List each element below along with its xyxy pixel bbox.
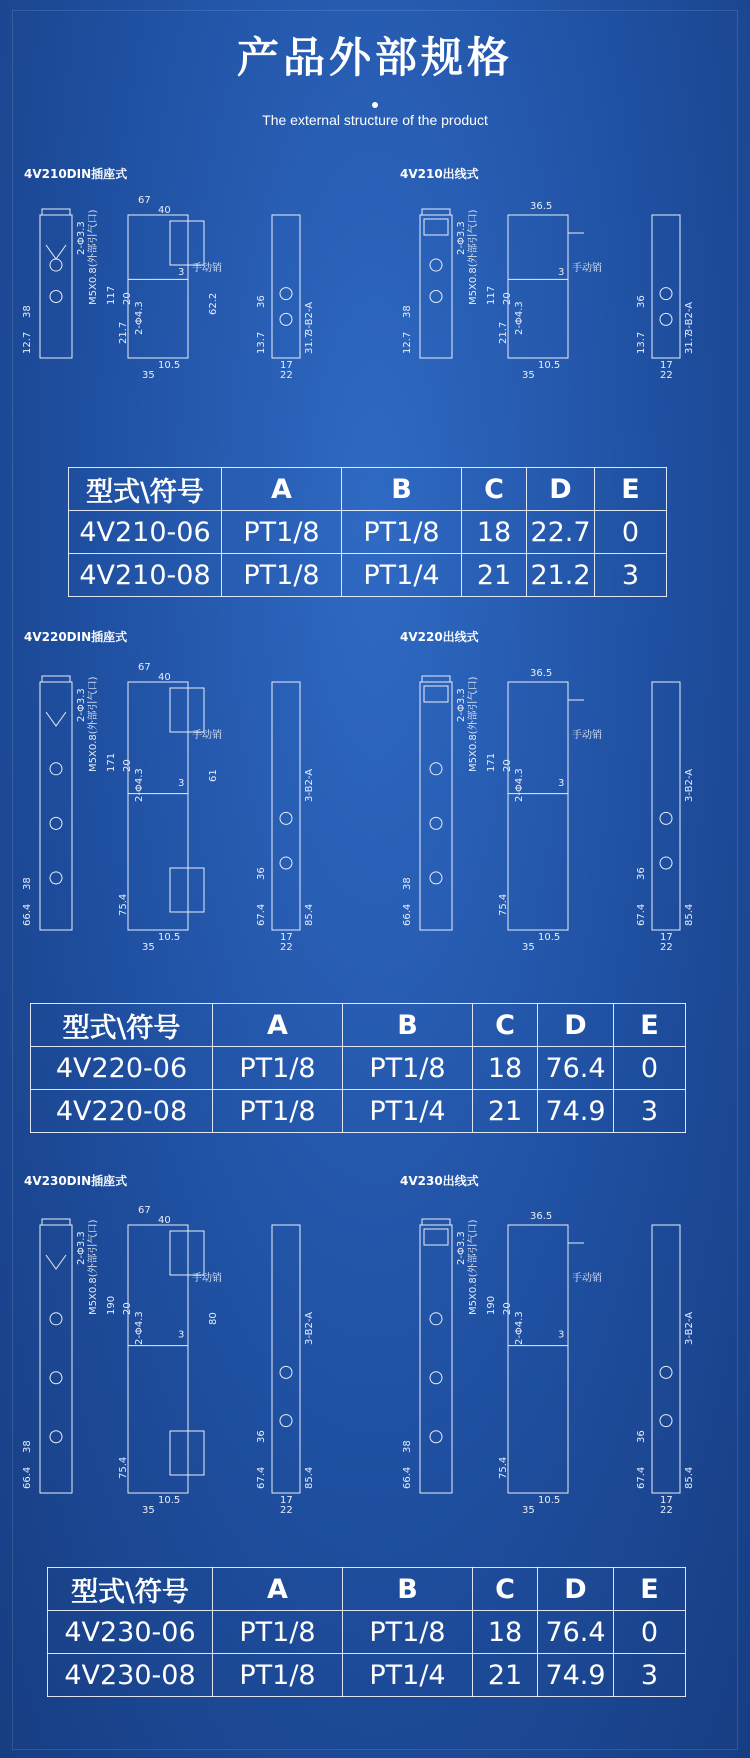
din-plug-lower	[170, 868, 204, 912]
dim-end-lower: 13.7	[256, 331, 267, 354]
table-cell: 0	[614, 1047, 686, 1090]
side-body	[420, 682, 452, 930]
dim-hole: 2-Φ3.3	[76, 1231, 87, 1265]
wire-variant-label: 4V230出线式	[400, 1174, 479, 1188]
side-port	[50, 763, 62, 775]
table-cell: 21.2	[527, 554, 595, 597]
port-3-label: 3	[558, 267, 565, 279]
port-3-label: 3	[558, 778, 565, 790]
dim-10-5: 10.5	[158, 932, 181, 943]
dim-35: 35	[142, 942, 155, 952]
side-cap	[422, 1219, 450, 1225]
table-row	[31, 1090, 686, 1133]
side-cap	[42, 1219, 70, 1225]
din-variant-label: 4V220DIN插座式	[24, 630, 128, 644]
din-plug	[170, 221, 204, 265]
dimension-drawing	[10, 185, 740, 380]
dim-35: 35	[142, 1505, 155, 1515]
table-cell: 76.4	[538, 1047, 614, 1090]
dim-17: 17	[660, 360, 673, 371]
table-cell: 4V220-06	[31, 1047, 213, 1090]
din-plug-lower	[170, 1431, 204, 1475]
table-cell: 21	[473, 1090, 538, 1133]
spec-table	[68, 467, 667, 597]
dim-38: 38	[402, 1440, 413, 1453]
dim-20: 20	[502, 292, 513, 305]
coil-window	[424, 686, 448, 702]
end-body	[652, 682, 680, 930]
dim-mid-height: 80	[208, 1312, 219, 1325]
table-cell: 3	[614, 1090, 686, 1133]
table-row	[48, 1654, 686, 1697]
table-header-cell: 型式\符号	[31, 1004, 213, 1047]
table-cell: 4V220-08	[31, 1090, 213, 1133]
table-header-cell: A	[213, 1568, 343, 1611]
table-header-cell: A	[213, 1004, 343, 1047]
dim-17: 17	[280, 360, 293, 371]
side-port	[430, 817, 442, 829]
dim-35: 35	[522, 370, 535, 380]
side-port	[430, 872, 442, 884]
spec-table	[47, 1567, 686, 1697]
dim-end-lower: 67.4	[256, 903, 267, 926]
table-cell: PT1/8	[213, 1611, 343, 1654]
dim-22: 22	[660, 370, 673, 380]
table-cell: 22.7	[527, 511, 595, 554]
dim-total-height: 190	[106, 1295, 117, 1315]
dim-port-thread: 3-B2-A	[684, 301, 695, 335]
din-symbol	[46, 1255, 66, 1269]
table-cell: 4V230-06	[48, 1611, 213, 1654]
table-cell: 74.9	[538, 1654, 614, 1697]
dim-total-height: 190	[486, 1295, 497, 1315]
dim-lower: 75.4	[498, 893, 509, 916]
dim-port-thread: 3-B2-A	[684, 768, 695, 802]
dim-38: 38	[402, 877, 413, 890]
dim-20: 20	[122, 1302, 133, 1315]
dim-22: 22	[280, 942, 293, 952]
dim-hole: 2-Φ3.3	[456, 688, 467, 722]
dim-end-side: 85.4	[684, 1466, 695, 1489]
dim-m5-port: M5X0.8(外部引气口)	[88, 1219, 99, 1315]
table-cell: 18	[462, 511, 527, 554]
side-port	[50, 291, 62, 303]
table-cell: PT1/8	[222, 554, 342, 597]
dim-hole: 2-Φ3.3	[456, 1231, 467, 1265]
din-variant-label: 4V230DIN插座式	[24, 1174, 128, 1188]
manual-pin-label: 手动销	[192, 263, 222, 274]
side-cap	[42, 209, 70, 215]
dim-22: 22	[660, 942, 673, 952]
coil-window	[424, 1229, 448, 1245]
din-symbol	[46, 712, 66, 726]
dim-m5-port: M5X0.8(外部引气口)	[468, 1219, 479, 1315]
dim-36-5: 36.5	[530, 668, 553, 679]
din-valve-drawing	[22, 662, 315, 952]
table-cell: PT1/8	[213, 1047, 343, 1090]
manual-pin-label: 手动销	[572, 1273, 602, 1284]
din-valve-drawing	[22, 195, 315, 380]
din-plug	[170, 1231, 204, 1275]
dim-40: 40	[158, 205, 171, 216]
end-port	[280, 288, 292, 300]
dim-m5-port: M5X0.8(外部引气口)	[88, 676, 99, 772]
dim-20: 20	[502, 759, 513, 772]
dim-mount-holes: 2-Φ4.3	[514, 301, 525, 335]
dim-36: 36	[256, 295, 267, 308]
table-header-cell: B	[343, 1004, 473, 1047]
table-header-row	[69, 468, 667, 511]
table-cell: 76.4	[538, 1611, 614, 1654]
side-port	[430, 763, 442, 775]
wire-valve-drawing	[402, 1211, 695, 1515]
dim-end-lower: 13.7	[636, 331, 647, 354]
dim-lower: 75.4	[118, 1456, 129, 1479]
spec-table	[30, 1003, 686, 1133]
table-cell: 4V230-08	[48, 1654, 213, 1697]
front-body	[128, 215, 188, 358]
table-cell: 0	[595, 511, 667, 554]
dim-total-height: 117	[106, 285, 117, 305]
end-port	[280, 1366, 292, 1378]
dimension-drawing	[10, 1195, 740, 1515]
table-header-row	[48, 1568, 686, 1611]
end-body	[272, 215, 300, 358]
dim-end-lower: 67.4	[256, 1466, 267, 1489]
table-cell: 0	[614, 1611, 686, 1654]
dim-mount-holes: 2-Φ4.3	[134, 768, 145, 802]
table-header-cell: E	[614, 1004, 686, 1047]
din-plug	[170, 688, 204, 732]
side-body	[420, 215, 452, 358]
dim-17: 17	[280, 1495, 293, 1506]
dim-10-5: 10.5	[538, 1495, 561, 1506]
dim-35: 35	[522, 942, 535, 952]
dim-40: 40	[158, 1215, 171, 1226]
table-cell: PT1/8	[213, 1654, 343, 1697]
dim-36: 36	[256, 867, 267, 880]
dim-38: 38	[22, 877, 33, 890]
dim-12-7: 66.4	[22, 1466, 33, 1489]
side-body	[40, 1225, 72, 1493]
wire-variant-label: 4V220出线式	[400, 630, 479, 644]
dim-20: 20	[502, 1302, 513, 1315]
dim-mount-holes: 2-Φ4.3	[134, 1311, 145, 1345]
end-port	[280, 857, 292, 869]
din-symbol	[46, 245, 66, 259]
manual-pin-label: 手动销	[572, 730, 602, 741]
dim-12-7: 66.4	[402, 1466, 413, 1489]
end-port	[280, 812, 292, 824]
dim-end-lower: 67.4	[636, 903, 647, 926]
side-port	[430, 291, 442, 303]
front-body	[508, 682, 568, 930]
dim-end-side: 85.4	[304, 1466, 315, 1489]
page-subtitle: The external structure of the product	[262, 112, 488, 128]
table-cell: PT1/8	[222, 511, 342, 554]
dim-mount-holes: 2-Φ4.3	[514, 768, 525, 802]
manual-pin-label: 手动销	[192, 730, 222, 741]
dim-lower: 75.4	[118, 893, 129, 916]
port-3-label: 3	[558, 1329, 565, 1341]
coil-window	[424, 219, 448, 235]
table-cell: 21	[473, 1654, 538, 1697]
wire-variant-label: 4V210出线式	[400, 167, 479, 181]
side-port	[430, 259, 442, 271]
dim-mount-holes: 2-Φ4.3	[514, 1311, 525, 1345]
dim-38: 38	[22, 1440, 33, 1453]
end-body	[272, 682, 300, 930]
table-header-cell: D	[538, 1568, 614, 1611]
table-cell: 3	[595, 554, 667, 597]
side-cap	[42, 676, 70, 682]
table-header-cell: D	[538, 1004, 614, 1047]
table-row	[48, 1611, 686, 1654]
dim-36: 36	[636, 295, 647, 308]
dim-36: 36	[636, 867, 647, 880]
side-port	[430, 1313, 442, 1325]
table-cell: PT1/8	[343, 1047, 473, 1090]
dim-12-7: 12.7	[402, 331, 413, 354]
dim-port-thread: 3-B2-A	[304, 768, 315, 802]
dim-end-side: 31.7	[304, 331, 315, 354]
dim-total-height: 171	[106, 752, 117, 772]
dim-36-5: 36.5	[530, 1211, 553, 1222]
dim-36: 36	[256, 1430, 267, 1443]
end-port	[660, 313, 672, 325]
table-cell: PT1/8	[213, 1090, 343, 1133]
end-port	[660, 288, 672, 300]
end-port	[660, 1415, 672, 1427]
table-cell: PT1/8	[342, 511, 462, 554]
port-3-label: 3	[178, 1329, 185, 1341]
dim-40: 40	[158, 672, 171, 683]
end-port	[280, 1415, 292, 1427]
end-port	[660, 857, 672, 869]
dim-17: 17	[660, 1495, 673, 1506]
side-cap	[422, 209, 450, 215]
dim-38: 38	[402, 305, 413, 318]
side-port	[430, 1372, 442, 1384]
front-body	[508, 1225, 568, 1493]
side-port	[50, 1372, 62, 1384]
dim-12-7: 66.4	[22, 903, 33, 926]
table-header-cell: B	[342, 468, 462, 511]
end-body	[652, 215, 680, 358]
title-dot-divider	[0, 93, 750, 112]
table-row	[69, 511, 667, 554]
dim-m5-port: M5X0.8(外部引气口)	[88, 209, 99, 305]
front-body	[508, 215, 568, 358]
dim-lower: 21.7	[118, 321, 129, 344]
wire-valve-drawing	[402, 668, 695, 952]
dim-hole: 2-Φ3.3	[76, 221, 87, 255]
side-body	[420, 1225, 452, 1493]
dimension-drawing	[10, 652, 740, 952]
dim-35: 35	[522, 1505, 535, 1515]
dim-lower: 75.4	[498, 1456, 509, 1479]
dim-12-7: 12.7	[22, 331, 33, 354]
side-port	[50, 817, 62, 829]
din-variant-label: 4V210DIN插座式	[24, 167, 128, 181]
dim-22: 22	[280, 370, 293, 380]
table-header-cell: C	[473, 1568, 538, 1611]
table-cell: 4V210-06	[69, 511, 222, 554]
manual-pin-label: 手动销	[192, 1273, 222, 1284]
table-row	[69, 554, 667, 597]
table-cell: PT1/4	[343, 1090, 473, 1133]
table-row	[31, 1047, 686, 1090]
dim-m5-port: M5X0.8(外部引气口)	[468, 676, 479, 772]
dim-36: 36	[636, 1430, 647, 1443]
end-port	[280, 313, 292, 325]
dim-12-7: 66.4	[402, 903, 413, 926]
table-header-cell: C	[462, 468, 527, 511]
dim-lower: 21.7	[498, 321, 509, 344]
side-port	[50, 872, 62, 884]
end-port	[660, 1366, 672, 1378]
table-header-cell: E	[614, 1568, 686, 1611]
table-cell: PT1/8	[343, 1611, 473, 1654]
manual-pin-label: 手动销	[572, 263, 602, 274]
table-header-cell: 型式\符号	[69, 468, 222, 511]
table-header-cell: 型式\符号	[48, 1568, 213, 1611]
end-body	[652, 1225, 680, 1493]
dim-port-thread: 3-B2-A	[304, 1311, 315, 1345]
table-header-cell: B	[343, 1568, 473, 1611]
dim-end-lower: 67.4	[636, 1466, 647, 1489]
table-header-cell: A	[222, 468, 342, 511]
dim-35: 35	[142, 370, 155, 380]
dim-10-5: 10.5	[158, 360, 181, 371]
table-header-cell: D	[527, 468, 595, 511]
dim-total-height: 171	[486, 752, 497, 772]
dim-17: 17	[660, 932, 673, 943]
dim-20: 20	[122, 292, 133, 305]
table-header-cell: E	[595, 468, 667, 511]
table-header-cell: C	[473, 1004, 538, 1047]
side-port	[50, 259, 62, 271]
dim-m5-port: M5X0.8(外部引气口)	[468, 209, 479, 305]
dim-67: 67	[138, 195, 151, 206]
table-cell: 74.9	[538, 1090, 614, 1133]
end-body	[272, 1225, 300, 1493]
side-port	[50, 1313, 62, 1325]
table-cell: PT1/4	[342, 554, 462, 597]
dim-end-side: 85.4	[684, 903, 695, 926]
dim-22: 22	[280, 1505, 293, 1515]
front-body	[128, 682, 188, 930]
side-body	[40, 682, 72, 930]
dim-port-thread: 3-B2-A	[304, 301, 315, 335]
dim-22: 22	[660, 1505, 673, 1515]
dim-38: 38	[22, 305, 33, 318]
page-title: 产品外部规格	[236, 33, 513, 82]
side-body	[40, 215, 72, 358]
dim-10-5: 10.5	[538, 360, 561, 371]
dim-36-5: 36.5	[530, 201, 553, 212]
dim-mid-height: 62.2	[208, 292, 219, 315]
dim-hole: 2-Φ3.3	[76, 688, 87, 722]
end-port	[660, 812, 672, 824]
table-header-row	[31, 1004, 686, 1047]
dim-mid-height: 61	[208, 769, 219, 782]
dim-17: 17	[280, 932, 293, 943]
table-cell: 3	[614, 1654, 686, 1697]
side-port	[430, 1431, 442, 1443]
port-3-label: 3	[178, 778, 185, 790]
wire-valve-drawing	[402, 201, 695, 380]
dim-67: 67	[138, 662, 151, 673]
dim-end-side: 31.7	[684, 331, 695, 354]
side-port	[50, 1431, 62, 1443]
table-cell: PT1/4	[343, 1654, 473, 1697]
table-cell: 4V210-08	[69, 554, 222, 597]
dim-total-height: 117	[486, 285, 497, 305]
dim-20: 20	[122, 759, 133, 772]
table-cell: 18	[473, 1611, 538, 1654]
dim-hole: 2-Φ3.3	[456, 221, 467, 255]
table-cell: 21	[462, 554, 527, 597]
port-3-label: 3	[178, 267, 185, 279]
dim-port-thread: 3-B2-A	[684, 1311, 695, 1345]
side-cap	[422, 676, 450, 682]
front-body	[128, 1225, 188, 1493]
dim-mount-holes: 2-Φ4.3	[134, 301, 145, 335]
table-cell: 18	[473, 1047, 538, 1090]
dim-67: 67	[138, 1205, 151, 1216]
din-valve-drawing	[22, 1205, 315, 1515]
dim-end-side: 85.4	[304, 903, 315, 926]
dim-10-5: 10.5	[158, 1495, 181, 1506]
dim-10-5: 10.5	[538, 932, 561, 943]
